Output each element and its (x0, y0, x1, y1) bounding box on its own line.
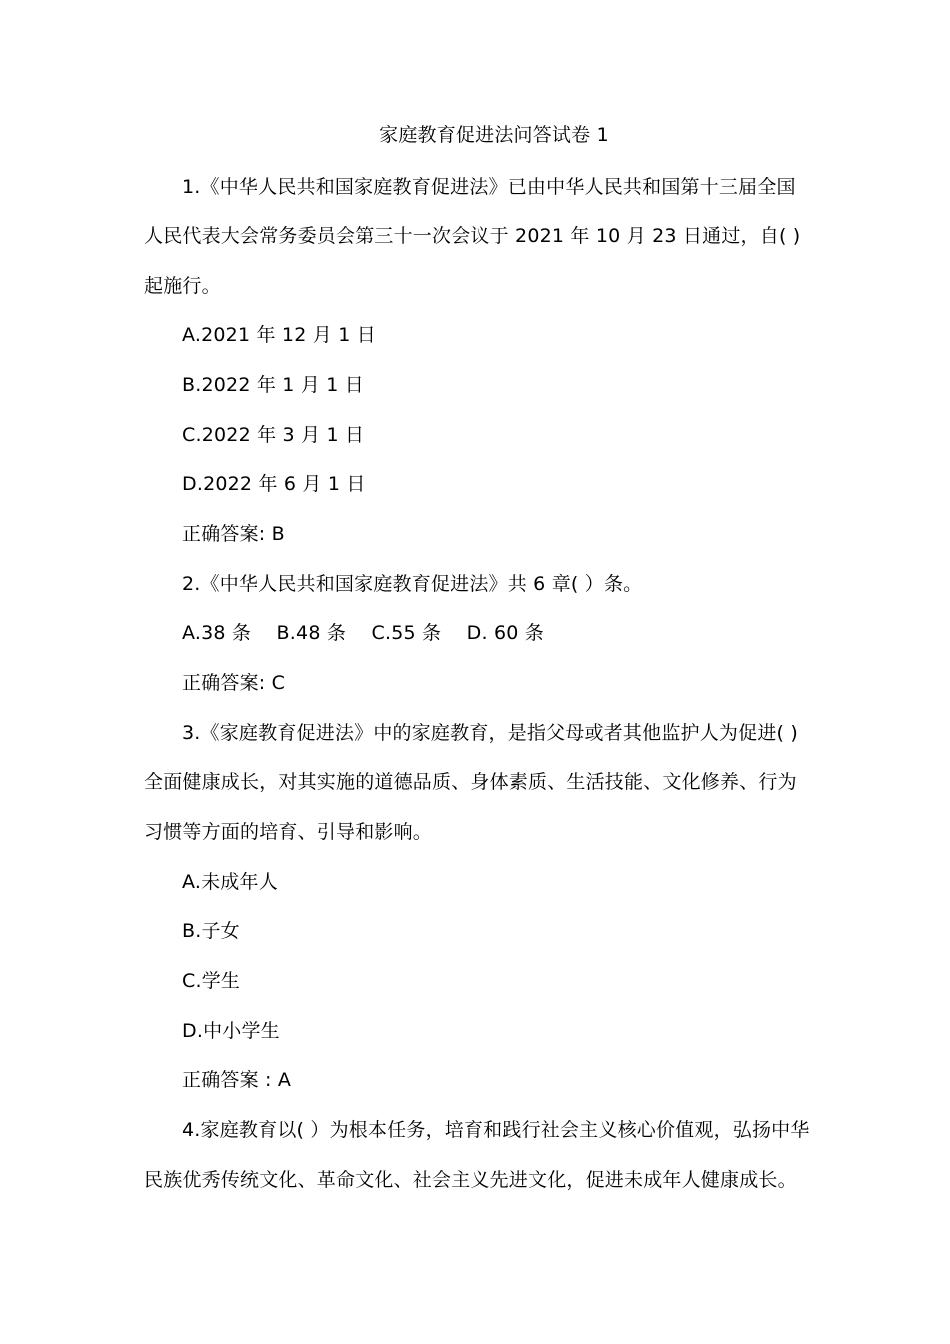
question-2-answer: 正确答案: C (182, 672, 286, 694)
question-1-option-b: B.2022 年 1 月 1 日 (182, 374, 365, 396)
question-3-line-1: 3.《家庭教育促进法》中的家庭教育，是指父母或者其他监护人为促进( ) (182, 722, 798, 744)
question-2-options: A.38 条 B.48 条 C.55 条 D. 60 条 (182, 622, 544, 644)
question-3-line-2: 全面健康成长，对其实施的道德品质、身体素质、生活技能、文化修养、行为 (144, 771, 797, 793)
question-1-line-3: 起施行。 (144, 275, 221, 297)
question-1-answer: 正确答案: B (182, 523, 285, 545)
question-1-option-c: C.2022 年 3 月 1 日 (182, 424, 365, 446)
question-3-answer: 正确答案 : A (182, 1069, 292, 1091)
question-1-line-2: 人民代表大会常务委员会第三十一次会议于 2021 年 10 月 23 日通过，自( ) (144, 225, 801, 247)
question-3-option-c: C.学生 (182, 970, 241, 992)
question-3-option-b: B.子女 (182, 920, 240, 942)
question-2-line-1: 2.《中华人民共和国家庭教育促进法》共 6 章( ）条。 (182, 573, 643, 595)
question-3-line-3: 习惯等方面的培育、引导和影响。 (144, 821, 433, 843)
question-4-line-2: 民族优秀传统文化、革命文化、社会主义先进文化，促进未成年人健康成长。 (144, 1169, 797, 1191)
question-1-line-1: 1.《中华人民共和国家庭教育促进法》已由中华人民共和国第十三届全国 (182, 176, 796, 198)
question-1-option-d: D.2022 年 6 月 1 日 (182, 473, 366, 495)
question-3-option-a: A.未成年人 (182, 871, 278, 893)
question-4-line-1: 4.家庭教育以( ）为根本任务，培育和践行社会主义核心价值观，弘扬中华 (182, 1119, 810, 1141)
question-1-option-a: A.2021 年 12 月 1 日 (182, 324, 376, 346)
document-title: 家庭教育促进法问答试卷 1 (379, 124, 609, 146)
question-3-option-d: D.中小学生 (182, 1020, 280, 1042)
